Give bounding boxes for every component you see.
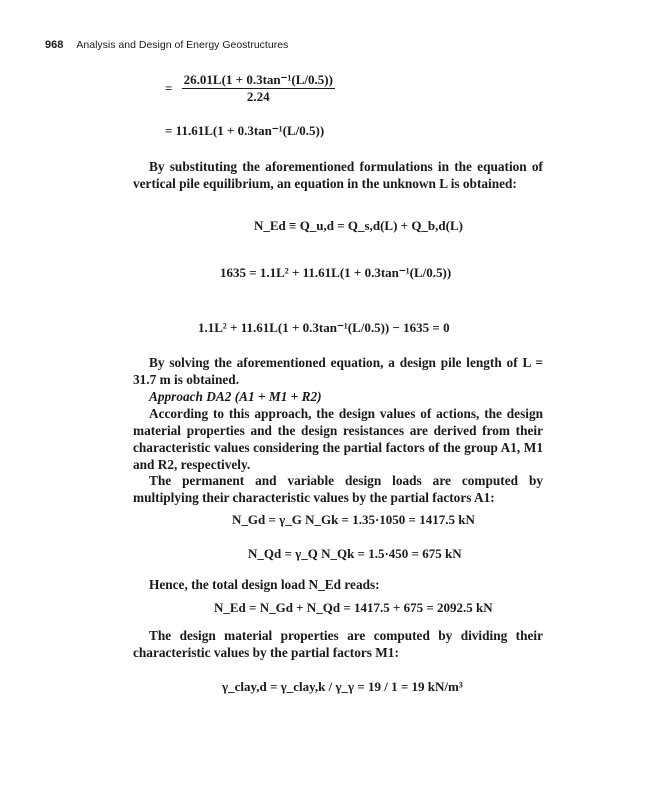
paragraph-approach: According to this approach, the design values of actions, the design material properties and the design resistances are derived from their characteristic values considering the partial factors of the group A1, M1 and R2, respectively. bbox=[133, 406, 543, 472]
equation-simplified: = 11.61L(1 + 0.3tan⁻¹(L/0.5)) bbox=[165, 123, 325, 138]
paragraph-material: The design material properties are computed by dividing their characteristic values by the partial factors M1: bbox=[133, 628, 543, 660]
equation-numerator: 26.01L(1 + 0.3tan⁻¹(L/0.5)) bbox=[183, 72, 333, 87]
equation-denominator: 2.24 bbox=[246, 89, 270, 104]
approach-heading: Approach DA2 (A1 + M1 + R2) bbox=[149, 389, 322, 404]
page-number: 968 bbox=[45, 39, 64, 51]
running-title: Analysis and Design of Energy Geostructures bbox=[76, 39, 289, 51]
running-header bbox=[45, 39, 288, 51]
paragraph-substitution: By substituting the aforementioned formulations in the equation of vertical pile equilibrium, an equation in the unknown L is obtained: bbox=[133, 159, 543, 191]
equation-length: 1635 = 1.1L² + 11.61L(1 + 0.3tan⁻¹(L/0.5)) bbox=[220, 265, 452, 280]
equation-equilibrium: N_Ed ≡ Q_u,d = Q_s,d(L) + Q_b,d(L) bbox=[254, 218, 463, 233]
equation-unit-weight: γ_clay,d = γ_clay,k / γ_γ = 19 / 1 = 19 kN/m³ bbox=[222, 679, 463, 694]
paragraph-total-load: Hence, the total design load N_Ed reads: bbox=[149, 577, 380, 592]
equation-permanent-load: N_Gd = γ_G N_Gk = 1.35·1050 = 1417.5 kN bbox=[232, 512, 475, 527]
equation-zero-form: 1.1L² + 11.61L(1 + 0.3tan⁻¹(L/0.5)) − 1635 = 0 bbox=[198, 320, 450, 335]
equation-fraction: = $\frac{\text{26.01L(1 + 0.3tan⁻¹(L/0.5))}}{2.24}$ bbox=[165, 72, 333, 104]
paragraph-solution: By solving the aforementioned equation, a design pile length of L = 31.7 m is obtained. bbox=[133, 355, 543, 387]
equation-variable-load: N_Qd = γ_Q N_Qk = 1.5·450 = 675 kN bbox=[248, 546, 462, 561]
paragraph-loads: The permanent and variable design loads are computed by multiplying their characteristic values by the partial factors A1: bbox=[133, 473, 543, 505]
equation-total-load: N_Ed = N_Gd + N_Qd = 1417.5 + 675 = 2092.5 kN bbox=[214, 600, 493, 615]
